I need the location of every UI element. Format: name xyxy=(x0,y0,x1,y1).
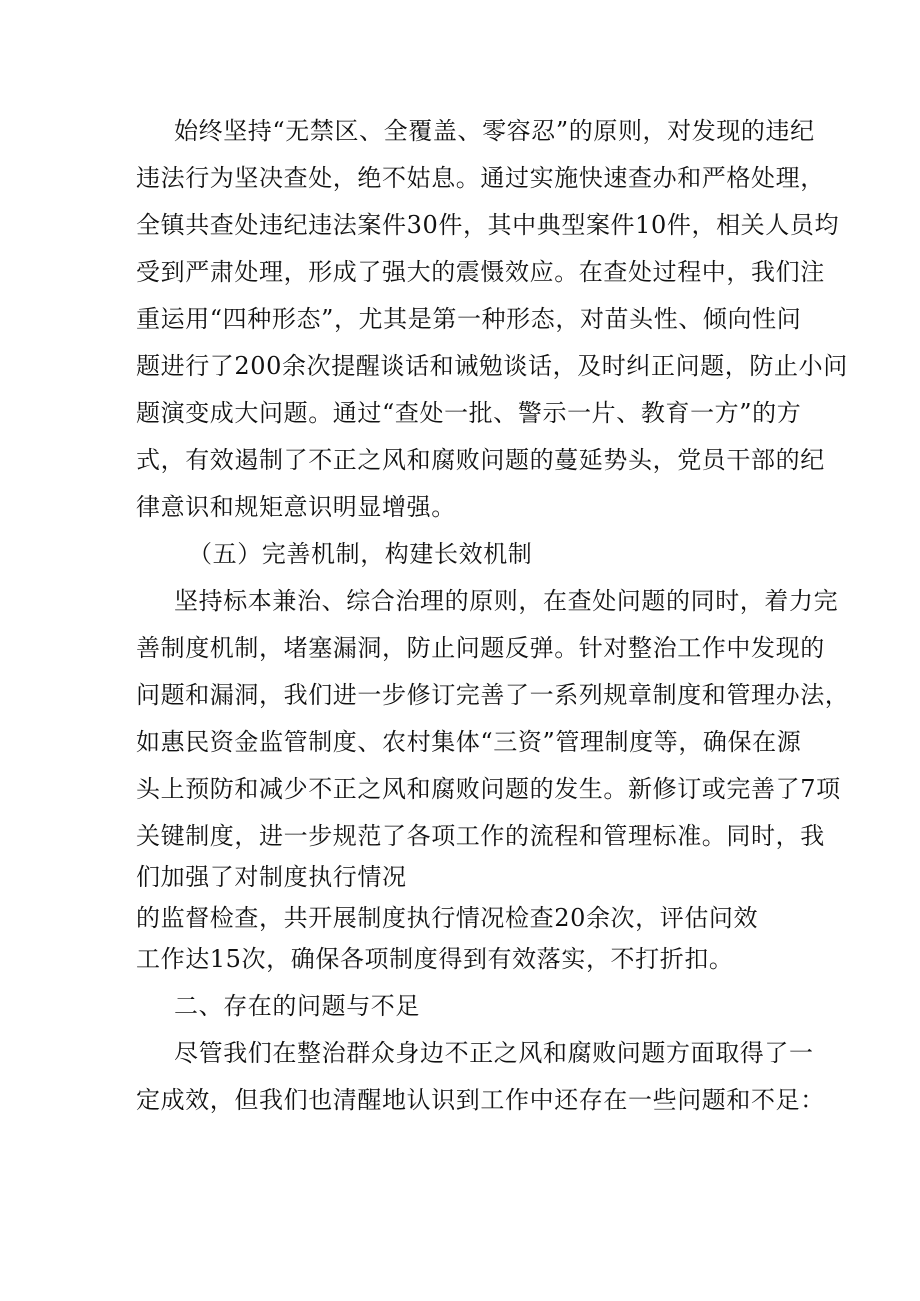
paragraph-line: 善制度机制，堵塞漏洞，防止问题反弹。针对整治工作中发现的 xyxy=(136,634,825,662)
paragraph-line: 问题和漏洞，我们进一步修订完善了一系列规章制度和管理办法， xyxy=(136,681,850,709)
paragraph-line: 违法行为坚决查处，绝不姑息。通过实施快速查办和严格处理， xyxy=(136,164,825,192)
paragraph-line: 受到严肃处理，形成了强大的震慑效应。在查处过程中，我们注 xyxy=(136,258,825,286)
paragraph-line: 重运用“四种形态”，尤其是第一种形态，对苗头性、倾向性问 xyxy=(136,305,802,333)
paragraph-line: 定成效，但我们也清醒地认识到工作中还存在一些问题和不足： xyxy=(136,1086,825,1114)
section-heading: 二、存在的问题与不足 xyxy=(174,992,420,1020)
paragraph-line: 题演变成大问题。通过“查处一批、警示一片、教育一方”的方 xyxy=(136,399,802,427)
paragraph-line: 头上预防和减少不正之风和腐败问题的发生。新修订或完善了7项 xyxy=(136,775,841,803)
paragraph-line: 式，有效遏制了不正之风和腐败问题的蔓延势头，党员干部的纪 xyxy=(136,446,825,474)
paragraph-line: 如惠民资金监管制度、农村集体“三资”管理制度等，确保在源 xyxy=(136,728,802,756)
paragraph-line: 尽管我们在整治群众身边不正之风和腐败问题方面取得了一 xyxy=(174,1039,814,1067)
paragraph-line: 坚持标本兼治、综合治理的原则，在查处问题的同时，着力完 xyxy=(174,587,839,615)
paragraph-line: 们加强了对制度执行情况 xyxy=(136,863,407,891)
paragraph-line: 的监督检查，共开展制度执行情况检查20余次，评估问效 xyxy=(136,904,759,932)
paragraph-line: 始终坚持“无禁区、全覆盖、零容忍”的原则，对发现的违纪 xyxy=(174,117,815,145)
section-heading: （五）完善机制，构建长效机制 xyxy=(188,540,533,568)
paragraph-line: 律意识和规矩意识明显增强。 xyxy=(136,493,456,521)
paragraph-line: 题进行了200余次提醒谈话和诫勉谈话，及时纠正问题，防止小问 xyxy=(136,352,848,380)
paragraph-line: 关键制度，进一步规范了各项工作的流程和管理标准。同时，我 xyxy=(136,822,825,850)
paragraph-line: 工作达15次，确保各项制度得到有效落实，不打折扣。 xyxy=(136,945,734,973)
paragraph-line: 全镇共查处违纪违法案件30件，其中典型案件10件，相关人员均 xyxy=(136,211,840,239)
